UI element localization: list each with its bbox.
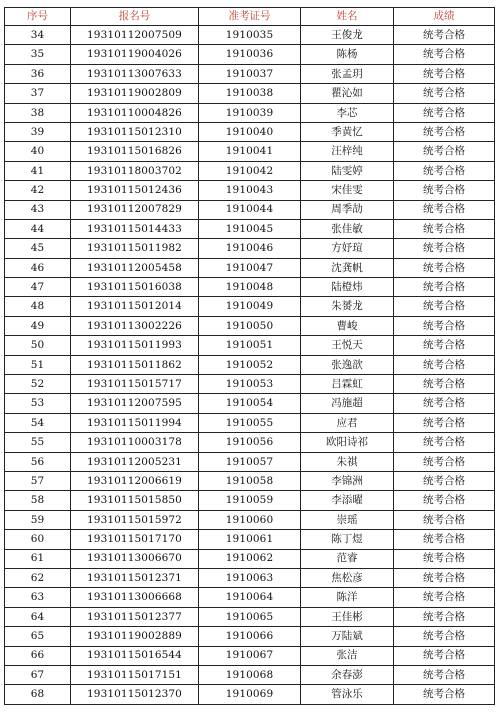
cell-seq: 57 — [5, 471, 71, 490]
cell-seq: 46 — [5, 258, 71, 277]
cell-admission-number: 1910054 — [199, 394, 301, 413]
cell-name: 余春澎 — [301, 665, 394, 684]
cell-registration-number: 19310113006668 — [71, 588, 199, 607]
cell-admission-number: 1910040 — [199, 122, 301, 141]
cell-seq: 53 — [5, 394, 71, 413]
cell-registration-number: 19310115011994 — [71, 413, 199, 432]
cell-name: 陈杨 — [301, 45, 394, 64]
table-row — [5, 103, 495, 122]
table-row — [5, 200, 495, 219]
cell-result: 统考合格 — [394, 142, 495, 161]
cell-registration-number: 19310115016544 — [71, 646, 199, 665]
cell-seq: 45 — [5, 239, 71, 258]
table-row — [5, 646, 495, 665]
table-row — [5, 627, 495, 646]
cell-registration-number: 19310115015972 — [71, 510, 199, 529]
table-row — [5, 588, 495, 607]
cell-name: 陈洋 — [301, 588, 394, 607]
cell-registration-number: 19310115017170 — [71, 530, 199, 549]
cell-admission-number: 1910056 — [199, 433, 301, 452]
cell-name: 欧阳诗祁 — [301, 433, 394, 452]
cell-name: 张逸歆 — [301, 355, 394, 374]
cell-result: 统考合格 — [394, 355, 495, 374]
cell-registration-number: 19310112007509 — [71, 26, 199, 45]
cell-registration-number: 19310115011993 — [71, 336, 199, 355]
cell-name: 吕霖虹 — [301, 375, 394, 394]
cell-name: 瞿沁如 — [301, 84, 394, 103]
cell-name: 焦松彦 — [301, 568, 394, 587]
cell-admission-number: 1910041 — [199, 142, 301, 161]
cell-admission-number: 1910042 — [199, 161, 301, 180]
cell-name: 陈丁煜 — [301, 530, 394, 549]
cell-registration-number: 19310112007595 — [71, 394, 199, 413]
cell-registration-number: 19310112005231 — [71, 452, 199, 471]
cell-seq: 58 — [5, 491, 71, 510]
table-row — [5, 413, 495, 432]
cell-seq: 40 — [5, 142, 71, 161]
cell-name: 李添曜 — [301, 491, 394, 510]
cell-seq: 43 — [5, 200, 71, 219]
cell-registration-number: 19310113007633 — [71, 64, 199, 83]
cell-result: 统考合格 — [394, 413, 495, 432]
table-row — [5, 568, 495, 587]
results-table — [4, 7, 495, 705]
cell-name: 方妤瑄 — [301, 239, 394, 258]
cell-admission-number: 1910036 — [199, 45, 301, 64]
cell-registration-number: 19310110003178 — [71, 433, 199, 452]
table-row — [5, 355, 495, 374]
cell-result: 统考合格 — [394, 84, 495, 103]
cell-result: 统考合格 — [394, 219, 495, 238]
cell-name: 崇瑶 — [301, 510, 394, 529]
cell-admission-number: 1910055 — [199, 413, 301, 432]
cell-admission-number: 1910037 — [199, 64, 301, 83]
cell-registration-number: 19310115016826 — [71, 142, 199, 161]
cell-name: 汪梓纯 — [301, 142, 394, 161]
cell-seq: 60 — [5, 530, 71, 549]
cell-result: 统考合格 — [394, 161, 495, 180]
cell-seq: 65 — [5, 627, 71, 646]
cell-result: 统考合格 — [394, 297, 495, 316]
cell-result: 统考合格 — [394, 200, 495, 219]
table-row — [5, 530, 495, 549]
cell-admission-number: 1910064 — [199, 588, 301, 607]
cell-seq: 35 — [5, 45, 71, 64]
cell-result: 统考合格 — [394, 375, 495, 394]
cell-seq: 67 — [5, 665, 71, 684]
cell-seq: 36 — [5, 64, 71, 83]
cell-admission-number: 1910069 — [199, 685, 301, 704]
cell-admission-number: 1910043 — [199, 181, 301, 200]
cell-admission-number: 1910039 — [199, 103, 301, 122]
table-row — [5, 161, 495, 180]
cell-admission-number: 1910049 — [199, 297, 301, 316]
cell-name: 应君 — [301, 413, 394, 432]
cell-result: 统考合格 — [394, 452, 495, 471]
cell-registration-number: 19310112007829 — [71, 200, 199, 219]
cell-registration-number: 19310119002889 — [71, 627, 199, 646]
cell-seq: 59 — [5, 510, 71, 529]
cell-admission-number: 1910047 — [199, 258, 301, 277]
cell-registration-number: 19310110004826 — [71, 103, 199, 122]
cell-admission-number: 1910045 — [199, 219, 301, 238]
cell-seq: 62 — [5, 568, 71, 587]
table-header-row — [5, 8, 495, 26]
cell-admission-number: 1910066 — [199, 627, 301, 646]
cell-result: 统考合格 — [394, 646, 495, 665]
cell-result: 统考合格 — [394, 665, 495, 684]
table-row — [5, 64, 495, 83]
cell-name: 张孟玥 — [301, 64, 394, 83]
cell-admission-number: 1910068 — [199, 665, 301, 684]
table-row — [5, 219, 495, 238]
cell-result: 统考合格 — [394, 549, 495, 568]
cell-name: 曹峻 — [301, 316, 394, 335]
cell-seq: 41 — [5, 161, 71, 180]
cell-seq: 52 — [5, 375, 71, 394]
cell-registration-number: 19310113006670 — [71, 549, 199, 568]
cell-admission-number: 1910060 — [199, 510, 301, 529]
cell-seq: 54 — [5, 413, 71, 432]
cell-registration-number: 19310115012371 — [71, 568, 199, 587]
cell-name: 管泳乐 — [301, 685, 394, 704]
cell-result: 统考合格 — [394, 607, 495, 626]
cell-result: 统考合格 — [394, 433, 495, 452]
cell-registration-number: 19310119002809 — [71, 84, 199, 103]
table-row — [5, 297, 495, 316]
table-row — [5, 433, 495, 452]
cell-registration-number: 19310115014433 — [71, 219, 199, 238]
cell-admission-number: 1910067 — [199, 646, 301, 665]
cell-name: 万陆斌 — [301, 627, 394, 646]
table-row — [5, 549, 495, 568]
cell-registration-number: 19310115015717 — [71, 375, 199, 394]
table-row — [5, 45, 495, 64]
table-row — [5, 316, 495, 335]
cell-seq: 61 — [5, 549, 71, 568]
cell-result: 统考合格 — [394, 530, 495, 549]
cell-admission-number: 1910048 — [199, 278, 301, 297]
cell-admission-number: 1910044 — [199, 200, 301, 219]
cell-result: 统考合格 — [394, 103, 495, 122]
cell-result: 统考合格 — [394, 685, 495, 704]
table-row — [5, 607, 495, 626]
cell-seq: 51 — [5, 355, 71, 374]
table-row — [5, 375, 495, 394]
header-registration-number: 报名号 — [71, 8, 199, 26]
cell-seq: 37 — [5, 84, 71, 103]
cell-seq: 34 — [5, 26, 71, 45]
table-row — [5, 665, 495, 684]
cell-registration-number: 19310115012370 — [71, 685, 199, 704]
table-row — [5, 26, 495, 45]
cell-admission-number: 1910063 — [199, 568, 301, 587]
cell-seq: 66 — [5, 646, 71, 665]
cell-admission-number: 1910061 — [199, 530, 301, 549]
cell-registration-number: 19310115016038 — [71, 278, 199, 297]
table-row — [5, 122, 495, 141]
cell-name: 陆雯婷 — [301, 161, 394, 180]
cell-registration-number: 19310115017151 — [71, 665, 199, 684]
cell-result: 统考合格 — [394, 491, 495, 510]
table-row — [5, 336, 495, 355]
table-row — [5, 452, 495, 471]
cell-registration-number: 19310113002226 — [71, 316, 199, 335]
cell-name: 李锦洲 — [301, 471, 394, 490]
cell-seq: 44 — [5, 219, 71, 238]
cell-registration-number: 19310115011982 — [71, 239, 199, 258]
cell-result: 统考合格 — [394, 45, 495, 64]
table-row — [5, 471, 495, 490]
cell-admission-number: 1910035 — [199, 26, 301, 45]
table-row — [5, 239, 495, 258]
table-row — [5, 491, 495, 510]
cell-registration-number: 19310115012014 — [71, 297, 199, 316]
header-result: 成绩 — [394, 8, 495, 26]
cell-result: 统考合格 — [394, 258, 495, 277]
cell-name: 王俊龙 — [301, 26, 394, 45]
cell-name: 沈龚帆 — [301, 258, 394, 277]
cell-admission-number: 1910046 — [199, 239, 301, 258]
cell-result: 统考合格 — [394, 316, 495, 335]
cell-admission-number: 1910065 — [199, 607, 301, 626]
cell-registration-number: 19310112005458 — [71, 258, 199, 277]
cell-result: 统考合格 — [394, 278, 495, 297]
header-admission-number: 准考证号 — [199, 8, 301, 26]
cell-name: 王悦天 — [301, 336, 394, 355]
cell-admission-number: 1910038 — [199, 84, 301, 103]
cell-result: 统考合格 — [394, 510, 495, 529]
cell-result: 统考合格 — [394, 122, 495, 141]
cell-seq: 38 — [5, 103, 71, 122]
cell-name: 季黄忆 — [301, 122, 394, 141]
cell-result: 统考合格 — [394, 627, 495, 646]
cell-seq: 56 — [5, 452, 71, 471]
table-row — [5, 142, 495, 161]
cell-name: 朱赟龙 — [301, 297, 394, 316]
cell-result: 统考合格 — [394, 394, 495, 413]
cell-name: 陆橙炜 — [301, 278, 394, 297]
cell-result: 统考合格 — [394, 239, 495, 258]
cell-admission-number: 1910058 — [199, 471, 301, 490]
cell-name: 李芯 — [301, 103, 394, 122]
cell-result: 统考合格 — [394, 181, 495, 200]
cell-admission-number: 1910053 — [199, 375, 301, 394]
table-row — [5, 685, 495, 704]
cell-admission-number: 1910059 — [199, 491, 301, 510]
cell-name: 范睿 — [301, 549, 394, 568]
cell-registration-number: 19310115012377 — [71, 607, 199, 626]
cell-registration-number: 19310112006619 — [71, 471, 199, 490]
cell-admission-number: 1910050 — [199, 316, 301, 335]
cell-seq: 48 — [5, 297, 71, 316]
cell-seq: 42 — [5, 181, 71, 200]
table-row — [5, 394, 495, 413]
table-row — [5, 181, 495, 200]
cell-result: 统考合格 — [394, 588, 495, 607]
cell-seq: 63 — [5, 588, 71, 607]
table-row — [5, 510, 495, 529]
cell-result: 统考合格 — [394, 64, 495, 83]
cell-registration-number: 19310118003702 — [71, 161, 199, 180]
cell-name: 张洁 — [301, 646, 394, 665]
cell-admission-number: 1910052 — [199, 355, 301, 374]
cell-name: 张佳敏 — [301, 219, 394, 238]
cell-registration-number: 19310115012436 — [71, 181, 199, 200]
cell-registration-number: 19310115011862 — [71, 355, 199, 374]
cell-registration-number: 19310115012310 — [71, 122, 199, 141]
header-name: 姓名 — [301, 8, 394, 26]
header-seq: 序号 — [5, 8, 71, 26]
cell-registration-number: 19310115015850 — [71, 491, 199, 510]
cell-name: 周季劼 — [301, 200, 394, 219]
cell-admission-number: 1910051 — [199, 336, 301, 355]
cell-seq: 50 — [5, 336, 71, 355]
cell-result: 统考合格 — [394, 336, 495, 355]
cell-name: 冯施超 — [301, 394, 394, 413]
cell-result: 统考合格 — [394, 568, 495, 587]
cell-name: 王佳彬 — [301, 607, 394, 626]
table-row — [5, 278, 495, 297]
cell-name: 宋佳雯 — [301, 181, 394, 200]
cell-name: 朱祺 — [301, 452, 394, 471]
cell-seq: 64 — [5, 607, 71, 626]
cell-result: 统考合格 — [394, 471, 495, 490]
table-body — [5, 26, 495, 705]
cell-seq: 55 — [5, 433, 71, 452]
cell-admission-number: 1910057 — [199, 452, 301, 471]
table-row — [5, 84, 495, 103]
cell-registration-number: 19310119004026 — [71, 45, 199, 64]
cell-admission-number: 1910062 — [199, 549, 301, 568]
cell-seq: 47 — [5, 278, 71, 297]
cell-seq: 68 — [5, 685, 71, 704]
cell-result: 统考合格 — [394, 26, 495, 45]
table-row — [5, 258, 495, 277]
cell-seq: 39 — [5, 122, 71, 141]
cell-seq: 49 — [5, 316, 71, 335]
